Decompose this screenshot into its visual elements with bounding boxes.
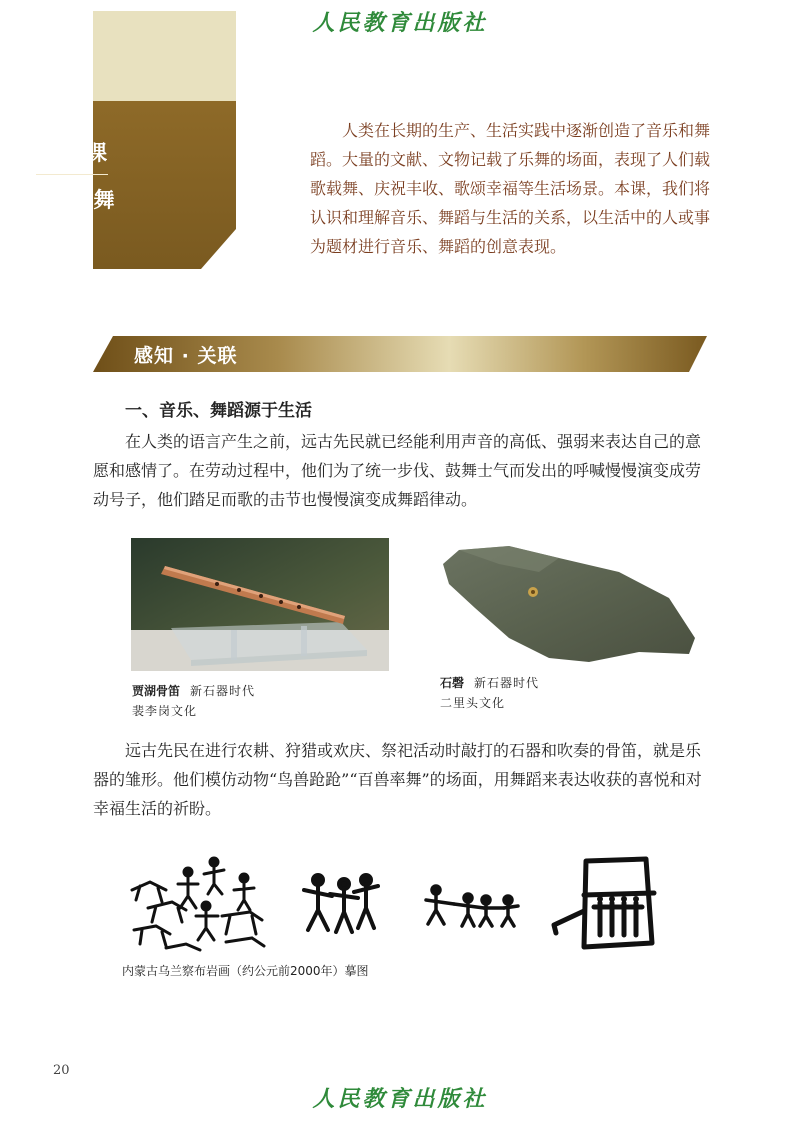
- publisher-logo-bottom: 人民教育出版社: [312, 1086, 488, 1112]
- page-number: 20: [53, 1063, 70, 1078]
- rock-painting-enclosure: [550, 855, 662, 951]
- body-paragraph-2: 远古先民在进行农耕、狩猎或欢庆、祭祀活动时敲打的石器和吹奏的骨笛，就是乐器的雏形。他们模仿动物“鸟兽跄跄”“百兽率舞”的场面，用舞蹈来表达收获的喜悦和对幸福生活的祈盼。: [93, 741, 702, 818]
- bone-flute-caption: [132, 681, 255, 721]
- subsection-heading: 一、音乐、舞蹈源于生活: [125, 401, 312, 421]
- publisher-logo-top: 人民教育出版社: [312, 10, 488, 36]
- rock-painting-caption: 内蒙古乌兰察布岩画（约公元前2000年）摹图: [122, 964, 369, 978]
- lesson-divider: [36, 174, 108, 175]
- lesson-number: 第 4 课: [35, 141, 108, 165]
- rock-painting-hunting-scene: [126, 850, 269, 958]
- lesson-badge-top: [93, 11, 236, 101]
- stone-chime-culture: 二里头文化: [440, 696, 506, 710]
- stone-chime-name: 石磬: [440, 676, 465, 690]
- stone-chime-caption: [440, 673, 539, 713]
- lesson-title: 寄情乐舞: [27, 188, 116, 212]
- body-paragraph-1: 在人类的语言产生之前，远古先民就已经能利用声音的高低、强弱来表达自己的意愿和感情了。在劳动过程中，他们为了统一步伐、鼓舞士气而发出的呼喊慢慢演变成劳动号子，他们踏足而歌的击节也慢慢演变成舞蹈律动。: [93, 432, 702, 509]
- bone-flute-culture: 裴李岗文化: [132, 704, 198, 718]
- rock-painting-linked-dancers: [424, 884, 520, 928]
- bone-flute-name: 贾湖骨笛: [132, 684, 181, 698]
- intro-paragraph: 人类在长期的生产、生活实践中逐渐创造了音乐和舞蹈。大量的文献、文物记载了乐舞的场面，表现了人们载歌载舞、庆祝丰收、歌颂幸福等生活场景。本课，我们将认识和理解音乐、舞蹈与生活的关系，以生活中的人或事为题材进行音乐、舞蹈的创意表现。: [310, 121, 711, 256]
- section-title: 感知 · 关联: [134, 345, 238, 367]
- bone-flute-period: 新石器时代: [190, 684, 256, 698]
- bone-flute-photo: [131, 538, 389, 671]
- rock-painting-dancers: [300, 870, 380, 940]
- stone-chime-photo: [439, 542, 697, 666]
- stone-chime-period: 新石器时代: [474, 676, 540, 690]
